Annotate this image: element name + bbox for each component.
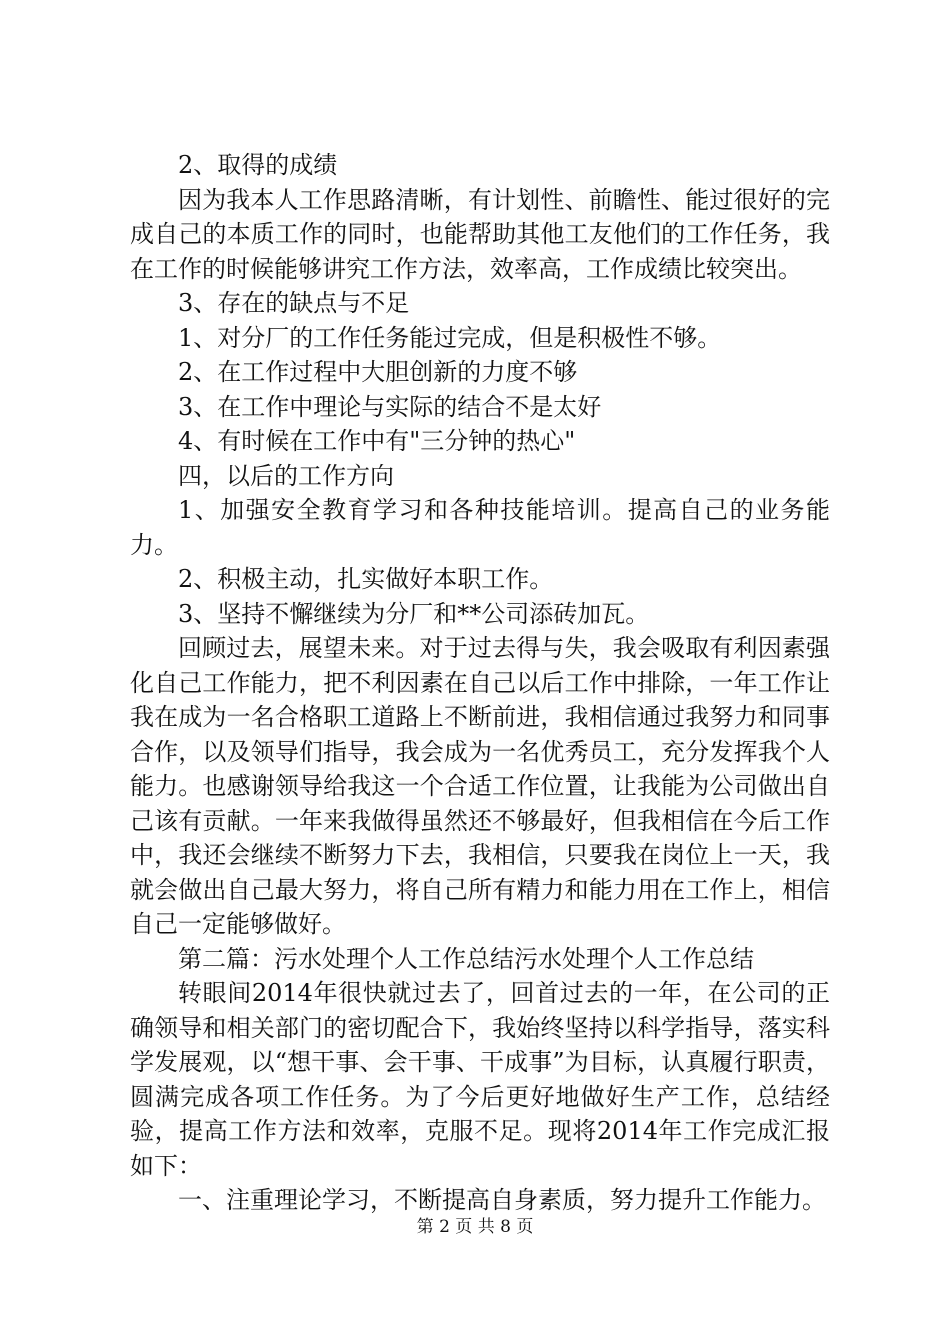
paragraph-future-heading: 四，以后的工作方向 — [178, 461, 394, 490]
paragraph-shortcoming-2: 2、在工作过程中大胆创新的力度不够 — [178, 358, 578, 386]
paragraph-future-1: 1、加强安全教育学习和各种技能培训。提高自己的业务能力。 — [130, 496, 830, 559]
paragraph-future-3: 3、坚持不懈继续为分厂和**公司添砖加瓦。 — [178, 599, 650, 628]
paragraph-review: 回顾过去，展望未来。对于过去得与失，我会吸取有利因素强化自己工作能力，把不利因素在自己以后工作中排除，一年工作让我在成为一名合格职工道路上不断前进，我相信通过我努力和同事合作，以及领导们指导，我会成为一名优秀员工，充分发挥我个人能力。也感谢领导给我这一个合适工作位置，让我能为公司做出自己该有贡献。一年来我做得虽然还不够最好，但我相信在今后工作中，我还会继续不断努力下去，我相信，只要我在岗位上一天，我就会做出自己最大努力，将自己所有精力和能力用在工作上，相信自己一定能够做好。 — [130, 634, 830, 938]
paragraph-second-article-title: 第二篇：污水处理个人工作总结污水处理个人工作总结 — [178, 944, 754, 973]
document-body — [130, 148, 830, 1218]
paragraph-achievements: 因为我本人工作思路清晰，有计划性、前瞻性、能过很好的完成自己的本质工作的同时，也能帮助其他工友他们的工作任务，我在工作的时候能够讲究工作方法，效率高，工作成绩比较突出。 — [130, 185, 830, 283]
paragraph-shortcoming-4: 4、有时候在工作中有"三分钟的热心" — [178, 427, 576, 455]
paragraph-shortcomings-heading: 3、存在的缺点与不足 — [178, 289, 410, 317]
paragraph-second-article-intro: 转眼间2014年很快就过去了，回首过去的一年，在公司的正确领导和相关部门的密切配合下，我始终坚持以科学指导，落实科学发展观，以“想干事、会干事、干成事”为目标，认真履行职责，圆满完成各项工作任务。为了今后更好地做好生产工作，总结经验，提高工作方法和效率，克服不足。现将2014年工作完成汇报如下： — [130, 979, 830, 1180]
paragraph-future-2: 2、积极主动，扎实做好本职工作。 — [178, 565, 554, 593]
paragraph-achievements-heading: 2、取得的成绩 — [178, 151, 338, 179]
paragraph-shortcoming-3: 3、在工作中理论与实际的结合不是太好 — [178, 392, 602, 421]
page-number-footer: 第 2 页 共 8 页 — [416, 1217, 534, 1237]
paragraph-shortcoming-1: 1、对分厂的工作任务能过完成，但是积极性不够。 — [178, 323, 722, 352]
paragraph-section-one-heading: 一、注重理论学习，不断提高自身素质，努力提升工作能力。 — [178, 1186, 826, 1214]
